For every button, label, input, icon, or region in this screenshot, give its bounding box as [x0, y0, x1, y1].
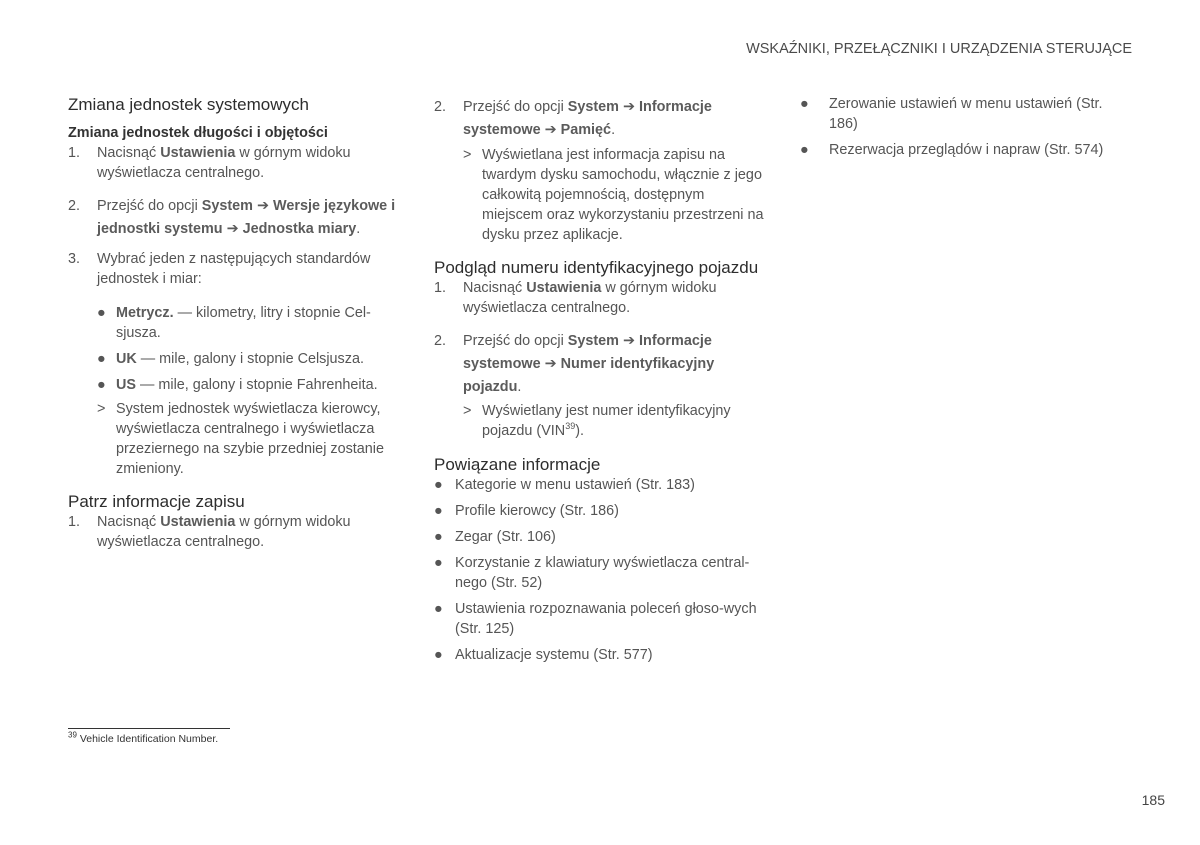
vin-step-2: 2. Przejść do opcji System ➔ Informacje systemowe ➔ Numer identyfikacyjny pojazdu.	[434, 330, 769, 399]
column-right	[800, 94, 1135, 160]
menu-settings: Ustawienia	[526, 280, 602, 296]
running-header: WSKAŹNIKI, PRZEŁĄCZNIKI I URZĄDZENIA STERUJĄCE	[746, 41, 1132, 57]
section-heading-units: Zmiana jednostek systemowych	[68, 95, 309, 114]
result-marker: >	[463, 147, 472, 163]
step-number: 2.	[434, 333, 447, 349]
storage-step-1: 1. Nacisnąć Ustawienia w górnym widoku wyświetlacza centralnego.	[68, 514, 351, 550]
bullet-icon: ●	[800, 142, 809, 158]
column-left	[68, 94, 398, 552]
arrow-right-icon: ➔	[226, 221, 239, 237]
subheading-length-volume: Zmiana jednostek długości i objętości	[68, 125, 328, 141]
section-heading-vin: Podgląd numeru identyfikacyjnego pojazdu	[434, 258, 759, 277]
related-link[interactable]: ● Rezerwacja przeglądów i napraw (Str. 574)	[800, 142, 1104, 158]
footnote-text: Vehicle Identification Number.	[79, 733, 219, 745]
bullet-icon: ●	[434, 529, 443, 545]
bullet-icon: ●	[434, 503, 443, 519]
arrow-right-icon: ➔	[622, 99, 636, 115]
step-2: 2. Przejść do opcji System ➔ Wersje językowe i jednostki systemu ➔ Jednostka miary.	[68, 195, 398, 241]
vin-step-1: 1. Nacisnąć Ustawienia w górnym widoku wyświetlacza centralnego.	[434, 280, 717, 316]
bullet-icon: ●	[434, 477, 443, 493]
footnote-number: 39	[68, 730, 77, 740]
footnote	[68, 730, 219, 745]
result-marker: >	[97, 401, 106, 417]
bullet-icon: ●	[97, 377, 106, 393]
option-metric: ● Metrycz. — kilometry, litry i stopnie Cel-sjusza.	[97, 305, 371, 341]
footnote-ref[interactable]: 39	[565, 421, 576, 432]
menu-settings: Ustawienia	[160, 514, 236, 530]
menu-settings: Ustawienia	[160, 145, 236, 161]
step-number: 2.	[434, 99, 447, 115]
section-heading-storage: Patrz informacje zapisu	[68, 492, 245, 511]
related-link[interactable]: ● Profile kierowcy (Str. 186)	[434, 503, 619, 519]
section-heading-related: Powiązane informacje	[434, 455, 601, 474]
column-middle	[434, 94, 769, 665]
arrow-right-icon: ➔	[256, 198, 270, 214]
bullet-icon: ●	[800, 96, 809, 112]
option-uk: ● UK — mile, galony i stopnie Celsjusza.	[97, 351, 364, 367]
arrow-right-icon: ➔	[622, 333, 636, 349]
arrow-right-icon: ➔	[544, 122, 557, 138]
step-number: 1.	[434, 280, 447, 296]
related-link[interactable]: ● Zegar (Str. 106)	[434, 529, 556, 545]
result-storage-info: > Wyświetlana jest informacja zapisu na twardym dysku samochodu, włącznie z jego całkowitą pojemnością, dostępnym miejscem oraz wykorzystaniu przestrzeni na dysku przez aplikacje.	[463, 147, 764, 243]
step-1: 1. Nacisnąć Ustawienia w górnym widoku wyświetlacza centralnego.	[68, 145, 351, 181]
related-link[interactable]: ● Kategorie w menu ustawień (Str. 183)	[434, 477, 695, 493]
page-number: 185	[1141, 792, 1165, 808]
storage-step-2: 2. Przejść do opcji System ➔ Informacje systemowe ➔ Pamięć.	[434, 96, 769, 142]
result-units-changed: > System jednostek wyświetlacza kierowcy, wyświetlacza centralnego i wyświetlacza przeziernego na szybie przedniej zostanie zmieniony.	[97, 401, 384, 477]
bullet-icon: ●	[97, 351, 106, 367]
related-link[interactable]: ● Korzystanie z klawiatury wyświetlacza central-nego (Str. 52)	[434, 555, 750, 591]
footnote-divider	[68, 728, 230, 729]
related-link[interactable]: ● Zerowanie ustawień w menu ustawień (Str. 186)	[800, 96, 1103, 132]
step-3: 3. Wybrać jeden z następujących standardów jednostek i miar:	[68, 251, 371, 287]
bullet-icon: ●	[434, 555, 443, 571]
step-number: 2.	[68, 198, 81, 214]
arrow-right-icon: ➔	[544, 356, 557, 372]
step-number: 1.	[68, 145, 81, 161]
result-marker: >	[463, 403, 472, 419]
step-number: 1.	[68, 514, 81, 530]
bullet-icon: ●	[434, 601, 443, 617]
related-link[interactable]: ● Ustawienia rozpoznawania poleceń głoso-wych (Str. 125)	[434, 601, 757, 637]
bullet-icon: ●	[97, 305, 106, 321]
related-link[interactable]: ● Aktualizacje systemu (Str. 577)	[434, 647, 653, 663]
option-us: ● US — mile, galony i stopnie Fahrenheita.	[97, 377, 378, 393]
bullet-icon: ●	[434, 647, 443, 663]
result-vin: > Wyświetlany jest numer identyfikacyjny pojazdu (VIN$^{39}$).	[463, 403, 731, 439]
step-number: 3.	[68, 251, 81, 267]
